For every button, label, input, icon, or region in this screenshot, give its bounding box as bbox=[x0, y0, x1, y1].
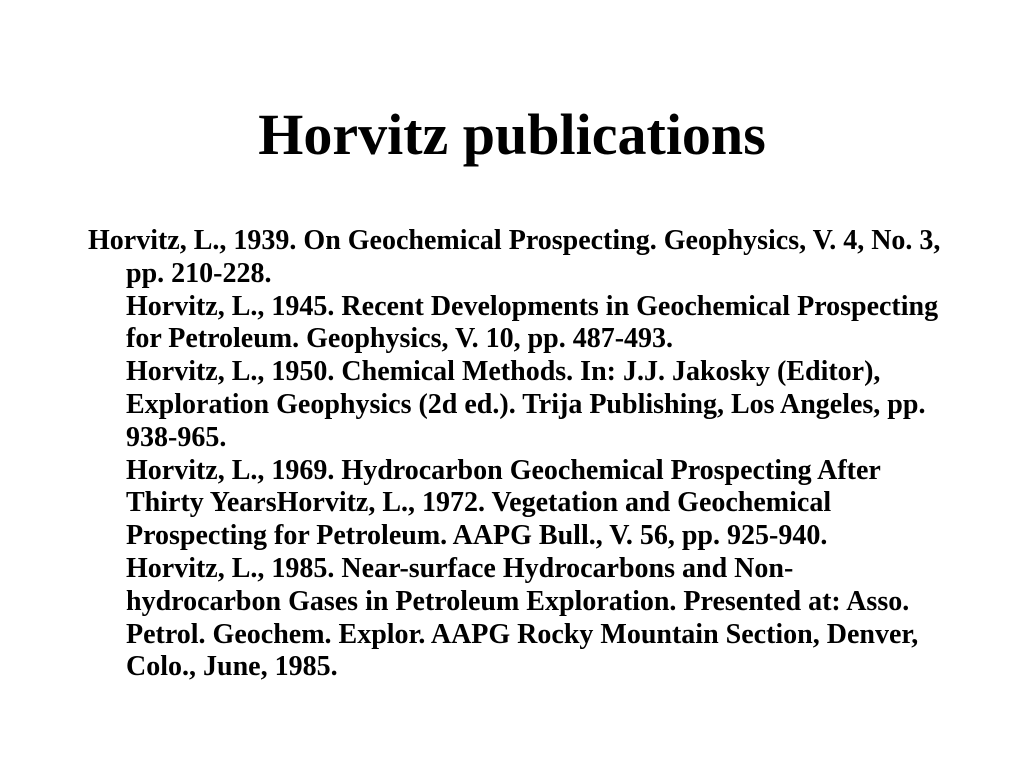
reference-item-1969-1972: Horvitz, L., 1969. Hydrocarbon Geochemical Prospecting After Thirty YearsHorvitz, L., 1972. Vegetation and Geochemical Prospecting for Petroleum. AAPG Bull., V. 56, pp. 925-940. bbox=[126, 454, 881, 552]
reference-item-1939: Horvitz, L., 1939. On Geochemical Prospecting. Geophysics, V. 4, No. 3, pp. 210-228. bbox=[88, 225, 941, 289]
reference-item-1985: Horvitz, L., 1985. Near-surface Hydrocarbons and Non-hydrocarbon Gases in Petroleum Exploration. Presented at: Asso. Petrol. Geochem. Explor. AAPG Rocky Mountain Section, Denver, Colo., June, 1985. bbox=[126, 552, 919, 683]
reference-item-1950: Horvitz, L., 1950. Chemical Methods. In: J.J. Jakosky (Editor), Exploration Geophysics (2d ed.). Trija Publishing, Los Angeles, pp. 938-965. bbox=[126, 356, 926, 453]
reference-item-1945: Horvitz, L., 1945. Recent Developments in Geochemical Prospecting for Petroleum. Geophysics, V. 10, pp. 487-493. bbox=[126, 290, 939, 355]
reference-list bbox=[88, 225, 948, 684]
slide-title: Horvitz publications bbox=[258, 102, 766, 167]
